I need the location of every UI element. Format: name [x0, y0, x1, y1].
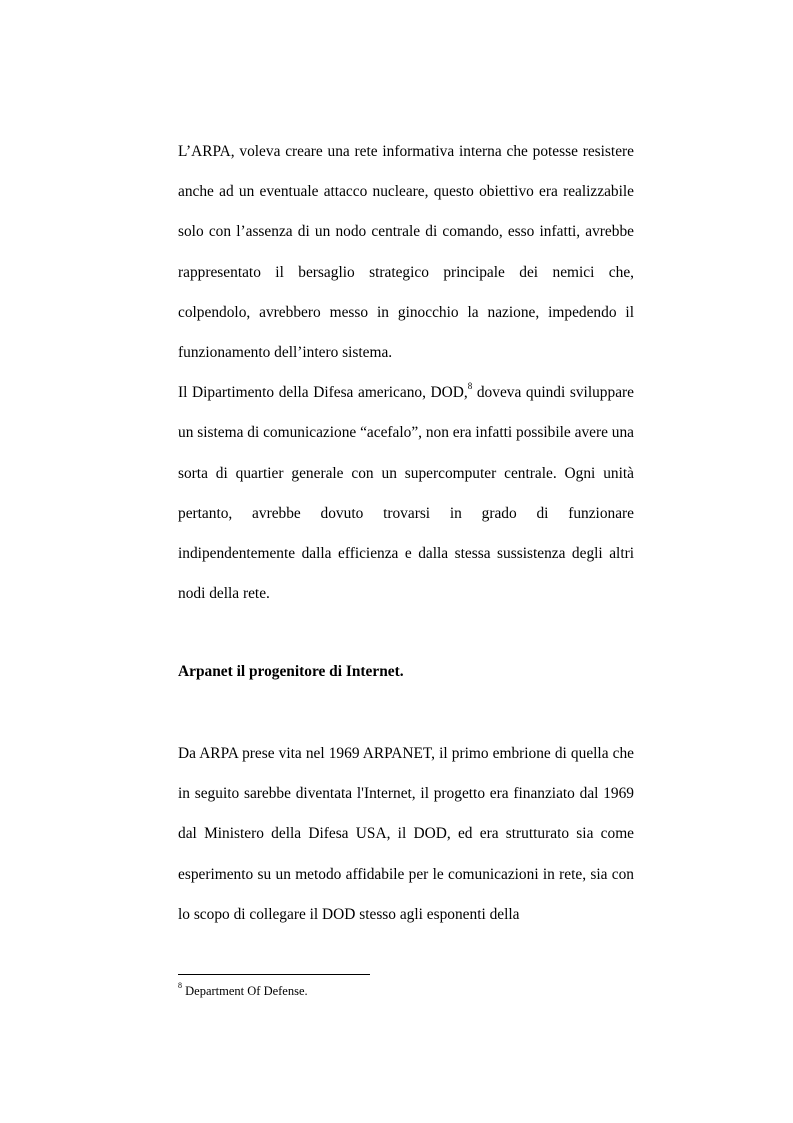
- body-text-arpanet: [178, 734, 634, 935]
- footnote: [178, 982, 308, 1000]
- footnote-separator: [178, 974, 370, 975]
- footnote-text: Department Of Defense.: [182, 984, 308, 998]
- body-text-intro: [178, 132, 634, 614]
- paragraph-arpanet: Da ARPA prese vita nel 1969 ARPANET, il primo embrione di quella che in seguito sarebbe diventata l'Internet, il progetto era finanziato dal 1969 dal Ministero della Difesa USA, il DOD, ed era strutturato sia come esperimento su un metodo affidabile per le comunicazioni in rete, sia con lo scopo di collegare il DOD stesso agli esponenti della: [178, 745, 634, 923]
- section-heading: Arpanet il progenitore di Internet.: [178, 663, 404, 680]
- footnote-reference: 8: [467, 381, 473, 392]
- paragraph-dod-text-end: doveva quindi sviluppare un sistema di comunicazione “acefalo”, non era infatti possibile avere una sorta di quartier generale con un supercomputer centrale. Ogni unità pertanto, avrebbe dovuto trovarsi in grado di funzionare indipendentemente dalla efficienza e dalla stessa sussistenza degli altri nodi della rete.: [178, 384, 634, 603]
- paragraph-arpa-goal: L’ARPA, voleva creare una rete informativa interna che potesse resistere anche ad un eventuale attacco nucleare, questo obiettivo era realizzabile solo con l’assenza di un nodo centrale di comando, esso infatti, avrebbe rappresentato il bersaglio strategico principale dei nemici che, colpendolo, avrebbero messo in ginocchio la nazione, impedendo il funzionamento dell’intero sistema.: [178, 143, 634, 362]
- paragraph-dod: [178, 373, 634, 614]
- footnote-number: 8: [178, 980, 182, 990]
- paragraph-dod-text-start: Il Dipartimento della Difesa americano, DOD,: [178, 384, 468, 402]
